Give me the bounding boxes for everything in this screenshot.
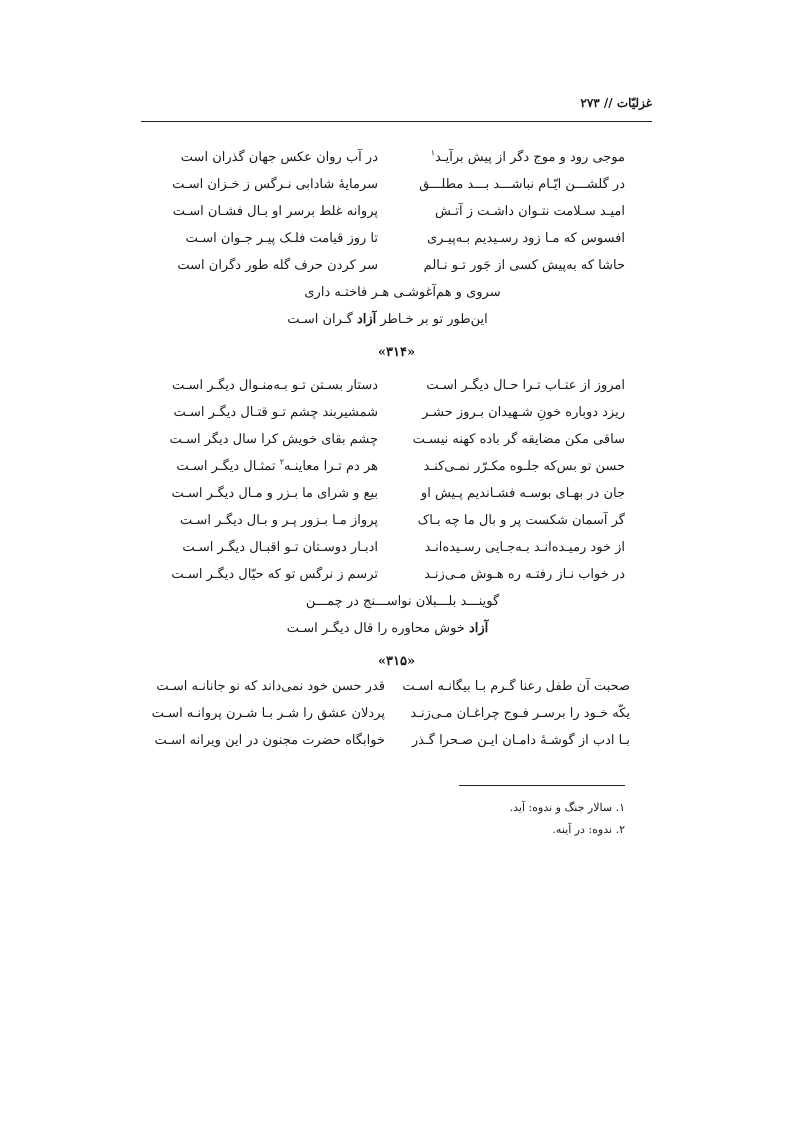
hemistich-left: دستار بسـتن تـو بـه‌منـوال دیگـر اسـت <box>171 378 378 393</box>
footnote: ۲. ندوه: در آینه. <box>552 823 625 836</box>
hemistich-right: ساقی مکن مضایقه گر باده کهنه نیسـت <box>412 432 625 447</box>
footnote-ref: ۱ <box>430 148 436 158</box>
couplet <box>145 673 630 700</box>
hemistich-right: امیـد سـلامت نتـوان داشـت ز آتـش <box>435 204 625 219</box>
couplet <box>145 727 630 754</box>
hemistich-right: یکّه خـود را برسـر فـوج چراغـان مـی‌زنـد <box>410 706 630 721</box>
hemistich-left: ادبـار دوسـتان تـو اقبـال دیگـر اسـت <box>182 540 378 555</box>
couplet <box>150 144 625 171</box>
couplet <box>145 700 630 727</box>
hemistich-left: ترسم ز نرگس تو که حیّال دیگـر اسـت <box>171 567 378 582</box>
hemistich-right: حسن تو بس‌که جلـوه مکـرّر نمـی‌کنـد <box>423 459 625 474</box>
hemistich-left: پردلان عشق را شـر بـا شـرن پروانـه اسـت <box>151 706 385 721</box>
hemistich-right: از خود رمیـده‌انـد بـه‌جـایی رسـیده‌انـد <box>424 540 625 555</box>
hemistich-right: ریزد دوباره خونِ شـهیدان بـروز حشـر <box>422 405 625 420</box>
couplet <box>150 507 625 534</box>
couplet <box>150 480 625 507</box>
hemistich-left: بیع و شرای ما بـزر و مـال دیگـر اسـت <box>171 486 378 501</box>
hemistich-left: در آب روان عکس جهان گذران است <box>180 150 378 165</box>
hemistich-left: پروانه غلط برسر او بـال فشـان اسـت <box>172 204 378 219</box>
hemistich-right: گر آسمان شکست پر و بال ما چه بـاک <box>417 513 625 528</box>
couplet <box>150 171 625 198</box>
hemistich-right: در خواب نـاز رفتـه ره هـوش مـی‌زنـد <box>424 567 625 582</box>
hemistich-right: در گلشـــن ایّـام نباشـــد بـــد مطلـــق <box>419 177 625 192</box>
header-title: غزلیّات <box>616 96 652 110</box>
hemistich-left: تا روز قیامت فلـک پیـر جـوان اسـت <box>185 231 378 246</box>
footnotes <box>510 797 625 841</box>
footnote-ref: ۲ <box>279 457 284 467</box>
hemistich-left: خوابگاه حضرت مجنون در این ویرانه اسـت <box>154 733 385 748</box>
header-separator: // <box>603 96 613 110</box>
poem-315 <box>145 673 630 754</box>
couplet <box>150 561 625 588</box>
hemistich-left: چشم بقای خویش کرا سال دیگر اسـت <box>169 432 378 447</box>
hemistich-right: امروز از عتـاب تـرا حـال دیگـر اسـت <box>426 378 625 393</box>
hemistich-left: پرواز مـا بـزور پـر و بـال دیگـر اسـت <box>179 513 378 528</box>
hemistich-left: قدر حسن خود نمی‌داند که نو جانانـه اسـت <box>156 679 385 694</box>
header-page-number: ۲۷۳ <box>580 96 600 110</box>
hemistich-right: افسوس که مـا زود رسـیدیم بـه‌پیـری <box>427 231 625 246</box>
couplet <box>150 399 625 426</box>
couplet <box>150 252 625 279</box>
footnote: ۱. سالار جنگ و ندوه: آید. <box>509 801 625 814</box>
poem-313 <box>150 144 625 333</box>
hemistich-left: هر دم تـرا معاینـه$^۲$ تمثـال دیگـر اسـت <box>176 457 378 474</box>
hemistich-right: صحبت آن طفل رعنا گـرم بـا بیگانـه اسـت <box>402 679 630 694</box>
page-header <box>580 96 652 110</box>
couplet <box>150 426 625 453</box>
closing-couplet-line: آزاد خوش محاوره را قال دیگـر اسـت <box>286 621 489 636</box>
closing-couplet-line: سروی و هم‌آغوشـی هـر فاختـه داری <box>304 285 501 300</box>
couplet <box>150 453 625 480</box>
closing-couplet-line: این‌طور تو بر خـاطر آزاد گـران اسـت <box>287 312 488 327</box>
closing-couplet-line: گوینـــد بلـــبلان نواســـنج در چمـــن <box>305 594 500 609</box>
poet-name: آزاد <box>356 312 377 327</box>
header-rule <box>141 121 652 122</box>
hemistich-right: موجی رود و موج دگر از پیش برآیـد$^۱$ <box>430 148 625 165</box>
hemistich-left: شمشیربند چشم تـو قتـال دیگـر اسـت <box>173 405 378 420</box>
footnote-rule <box>459 785 625 786</box>
couplet <box>150 534 625 561</box>
poem-number: «۳۱۴» <box>377 345 416 360</box>
hemistich-left: سر کردن حرف گله طور دگران است <box>177 258 378 273</box>
couplet <box>150 225 625 252</box>
couplet <box>150 372 625 399</box>
hemistich-right: حاشا که به‌پیش کسی از جَور تـو نـالم <box>423 258 625 273</box>
hemistich-left: سرمایهٔ شادابی نـرگس ز خـزان اسـت <box>172 177 378 192</box>
hemistich-right: جان در بهـای بوسـه فشـاندیم پـیش او <box>420 486 625 501</box>
poem-number: «۳۱۵» <box>377 654 416 669</box>
hemistich-right: بـا ادب از گوشـهٔ دامـان ایـن صـحرا گـذر <box>411 733 630 748</box>
poem-314 <box>150 372 625 642</box>
couplet <box>150 198 625 225</box>
poet-name: آزاد <box>468 621 489 636</box>
